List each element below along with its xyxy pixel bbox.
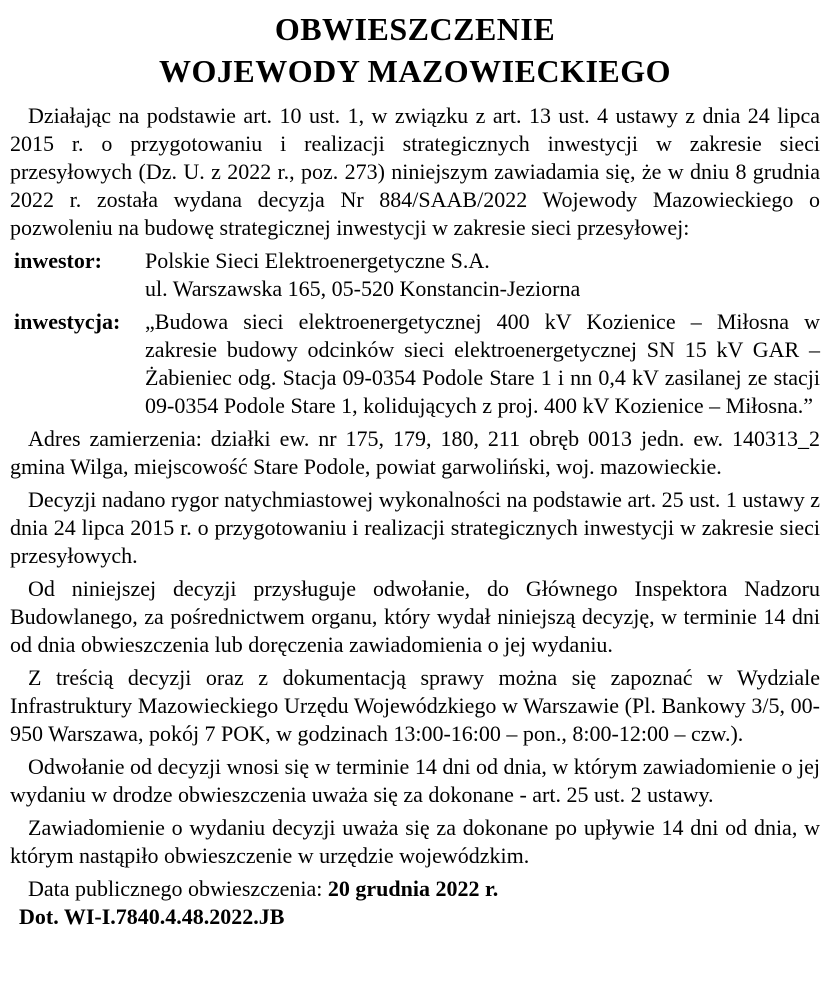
title-line-2: WOJEWODY MAZOWIECKIEGO <box>158 53 672 89</box>
reference-number: Dot. WI-I.7840.4.48.2022.JB <box>19 904 285 929</box>
inspection-paragraph: Z treścią decyzji oraz z dokumentacją sprawy można się zapoznać w Wydziale Infrastruktury Mazowieckiego Urzędu Wojewódzkiego w Warszawie (Pl. Bankowy 3/5, 00-950 Warszawa, pokój 7 POK, w godzinach 13:00-16:00 – pon., 8:00-12:00 – czw.). <box>10 665 820 746</box>
investment-row <box>10 308 820 420</box>
title-line-1: OBWIESZCZENIE <box>274 11 556 47</box>
intro-paragraph: Działając na podstawie art. 10 ust. 1, w związku z art. 13 ust. 4 ustawy z dnia 24 lipca 2015 r. o przygotowaniu i realizacji strategicznych inwestycji w zakresie sieci przesyłowych (Dz. U. z 2022 r., poz. 273) niniejszym zawiadamia się, że w dniu 8 grudnia 2022 r. została wydana decyzja Nr 884/SAAB/2022 Wojewody Mazowieckiego o pozwoleniu na budowę strategicznej inwestycji w zakresie sieci przesyłowej: <box>10 103 820 240</box>
publication-date-line <box>10 875 820 903</box>
investment-label: inwestycja: <box>14 309 121 334</box>
investor-row <box>10 247 820 303</box>
rigor-paragraph: Decyzji nadano rygor natychmiastowej wykonalności na podstawie art. 25 ust. 1 ustawy z dnia 24 lipca 2015 r. o przygotowaniu i realizacji strategicznych inwestycji w zakresie sieci przesyłowych. <box>10 487 820 568</box>
publication-date-label: Data publicznego obwieszczenia: <box>28 876 328 901</box>
notification-paragraph: Zawiadomienie o wydaniu decyzji uważa się za dokonane po upływie 14 dni od dnia, w którym nastąpiło obwieszczenie w urzędzie wojewódzkim. <box>10 815 820 868</box>
address-paragraph: Adres zamierzenia: działki ew. nr 175, 179, 180, 211 obręb 0013 jedn. ew. 140313_2 gmina Wilga, miejscowość Stare Podole, powiat garwoliński, woj. mazowieckie. <box>10 426 820 479</box>
appeal-paragraph: Od niniejszej decyzji przysługuje odwołanie, do Głównego Inspektora Nadzoru Budowlanego, za pośrednictwem organu, który wydał niniejszą decyzję, w terminie 14 dni od dnia obwieszczenia lub doręczenia zawiadomienia o jej wydaniu. <box>10 576 820 657</box>
investor-details <box>145 247 820 303</box>
investor-address: ul. Warszawska 165, 05-520 Konstancin-Jeziorna <box>145 276 581 301</box>
appeal-deadline-paragraph: Odwołanie od decyzji wnosi się w terminie 14 dni od dnia, w którym zawiadomienie o jej wydaniu w drodze obwieszczenia uważa się za dokonane - art. 25 ust. 2 ustawy. <box>10 754 820 807</box>
page-title <box>10 8 820 92</box>
investment-description: „Budowa sieci elektroenergetycznej 400 kV Kozienice – Miłosna w zakresie budowy odcinków sieci elektroenergetycznej SN 15 kV GAR – Żabieniec odg. Stacja 09-0354 Podole Stare 1 i nn 0,4 kV zasilanej ze stacji 09-0354 Podole Stare 1, kolidujących z proj. 400 kV Kozienice – Miłosna.” <box>145 309 820 418</box>
investor-label: inwestor: <box>14 248 102 273</box>
publication-date-value: 20 grudnia 2022 r. <box>327 876 499 901</box>
investor-name: Polskie Sieci Elektroenergetyczne S.A. <box>145 248 490 273</box>
